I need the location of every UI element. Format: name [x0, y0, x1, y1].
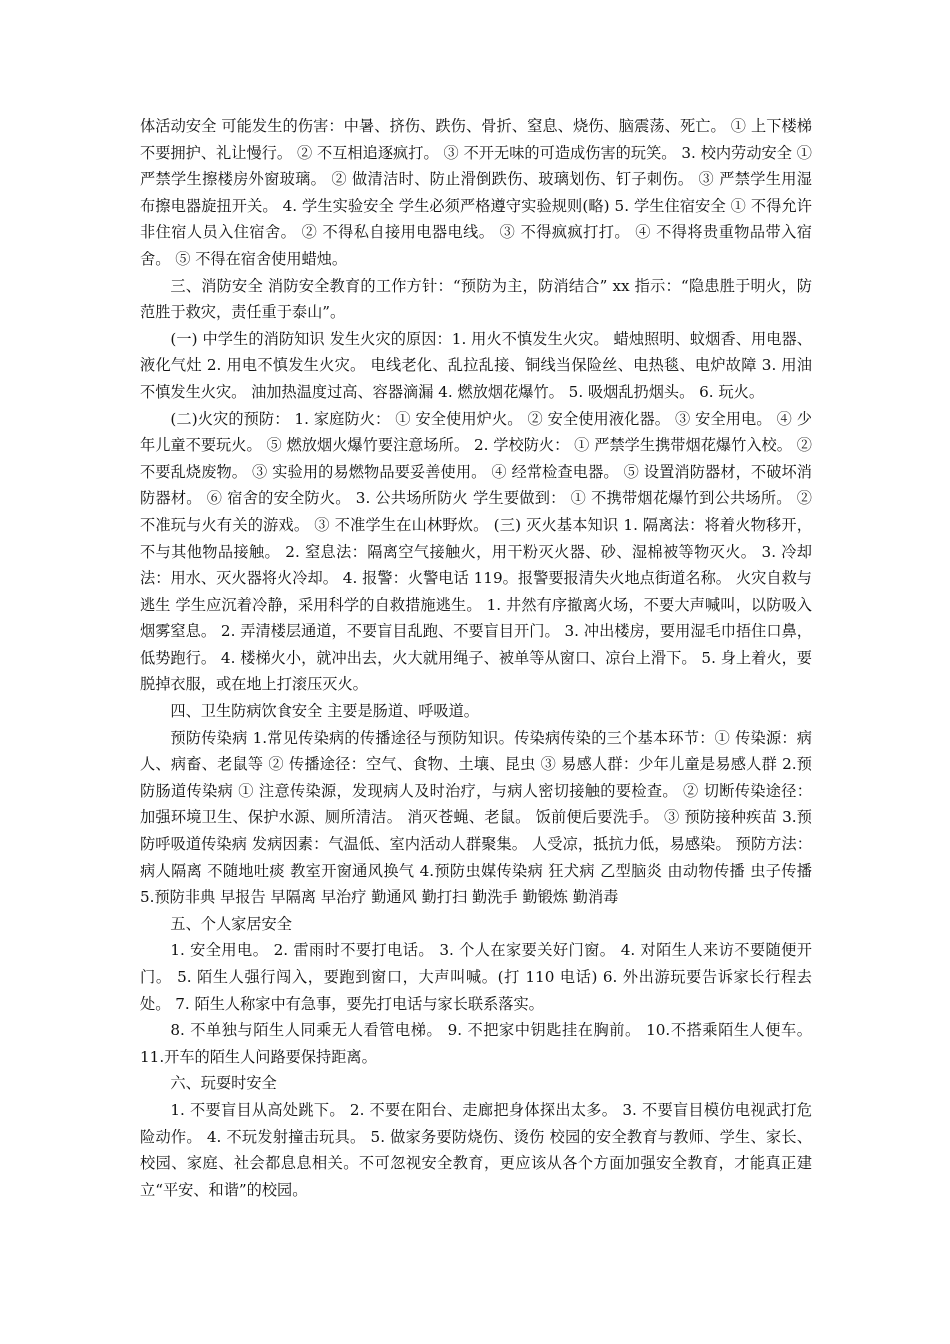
paragraph-disease-prevention: 预防传染病 1.常见传染病的传播途径与预防知识。传染病传染的三个基本环节：① 传染源：病人、病畜、老鼠等 ② 传播途径：空气、食物、土壤、昆虫 ③ 易感人群：少年儿童是易感人群 2.预防肠道传染病 ① 注意传染源，发现病人及时治疗，与病人密切接触的要检查。 ② 切断传染途径：加强环境卫生、保护水源、厕所清洁。 消灭苍蝇、老鼠。 饭前便后要洗手。 ③ 预防接种疾苗 3.预防呼吸道传染病 发病因素：气温低、室内活动人群聚集。 人受凉，抵抗力低，易感染。 预防方法： 病人隔离 不随地吐痰 教室开窗通风换气 4.预防虫媒传染病 狂犬病 乙型脑炎 由动物传播 虫子传播 5.预防非典 早报告 早隔离 早治疗 勤通风 勤打扫 勤洗手 勤锻炼 勤消毒: [140, 728, 812, 907]
heading-fire-safety: 三、消防安全 消防安全教育的工作方针：“预防为主，防消结合” xx 指示：“隐患胜于明火，防范胜于救灾，责任重于泰山”。: [140, 276, 812, 322]
paragraph-home-safety-1: 1. 安全用电。 2. 雷雨时不要打电话。 3. 个人在家要关好门窗。 4. 对陌生人来访不要随便开门。 5. 陌生人强行闯入，要跑到窗口，大声叫喊。(打 110 电话) 6. 外出游玩要告诉家长行程去处。 7. 陌生人称家中有急事，要先打电话与家长联系落实。: [140, 941, 812, 1013]
paragraph-campus-safety: 体活动安全 可能发生的伤害：中暑、挤伤、跌伤、骨折、窒息、烧伤、脑震荡、死亡。 ① 上下楼梯不要拥护、礼让慢行。 ② 不互相追逐疯打。 ③ 不开无味的可造成伤害的玩笑。 3. 校内劳动安全 ① 严禁学生擦楼房外窗玻璃。 ② 做清洁时、防止滑倒跌伤、玻璃划伤、钉子刺伤。 ③ 严禁学生用湿布擦电器旋扭开关。 4. 学生实验安全 学生必须严格遵守实验规则(略) 5. 学生住宿安全 ① 不得允许非住宿人员入住宿舍。 ② 不得私自接用电器电线。 ③ 不得疯疯打打。 ④ 不得将贵重物品带入宿舍。 ⑤ 不得在宿舍使用蜡烛。: [140, 117, 812, 268]
heading-home-safety: 五、个人家居安全: [170, 914, 292, 933]
paragraph-fire-knowledge: (一) 中学生的消防知识 发生火灾的原因：1. 用火不慎发生火灾。 蜡烛照明、蚊烟香、用电器、液化气灶 2. 用电不慎发生火灾。 电线老化、乱拉乱接、铜线当保险丝、电热毯、电炉故障 3. 用油不慎发生火灾。 油加热温度过高、容器滴漏 4. 燃放烟花爆竹。 5. 吸烟乱扔烟头。 6. 玩火。: [140, 329, 812, 401]
paragraph-fire-prevention: (二)火灾的预防： 1. 家庭防火： ① 安全使用炉火。 ② 安全使用液化器。 ③ 安全用电。 ④ 少年儿童不要玩火。 ⑤ 燃放烟火爆竹要注意场所。 2. 学校防火： ① 严禁学生携带烟花爆竹入校。 ② 不要乱烧废物。 ③ 实验用的易燃物品要妥善使用。 ④ 经常检查电器。 ⑤ 设置消防器材，不破坏消防器材。 ⑥ 宿舍的安全防火。 3. 公共场所防火 学生要做到： ① 不携带烟花爆竹到公共场所。 ② 不准玩与火有关的游戏。 ③ 不准学生在山林野炊。 (三) 灭火基本知识 1. 隔离法：将着火物移开，不与其他物品接触。 2. 窒息法：隔离空气接触火，用干粉灭火器、砂、湿棉被等物灭火。 3. 冷却法：用水、灭火器将火冷却。 4. 报警：火警电话 119。报警要报清失火地点街道名称。 火灾自救与逃生 学生应沉着冷静，采用科学的自救措施逃生。 1. 井然有序撤离火场，不要大声喊叫，以防吸入烟雾窒息。 2. 弄清楼层通道，不要盲目乱跑、不要盲目开门。 3. 冲出楼房，要用湿毛巾捂住口鼻，低势跑行。 4. 楼梯火小，就冲出去，火大就用绳子、被单等从窗口、凉台上滑下。 5. 身上着火，要脱掉衣服，或在地上打滚压灭火。: [140, 409, 812, 694]
document-page: [140, 113, 812, 1203]
paragraph-play-safety: 1. 不要盲目从高处跳下。 2. 不要在阳台、走廊把身体探出太多。 3. 不要盲目模仿电视武打危险动作。 4. 不玩发射撞击玩具。 5. 做家务要防烧伤、烫伤 校园的安全教育与教师、学生、家长、校园、家庭、社会都息息相关。不可忽视安全教育，更应该从各个方面加强安全教育，才能真正建立“平安、和谐”的校园。: [140, 1100, 812, 1199]
paragraph-home-safety-2: 8. 不单独与陌生人同乘无人看管电梯。 9. 不把家中钥匙挂在胸前。 10.不搭乘陌生人便车。 11.开车的陌生人问路要保持距离。: [140, 1021, 812, 1066]
heading-play-safety: 六、玩耍时安全: [170, 1074, 277, 1093]
heading-health-safety: 四、卫生防病饮食安全 主要是肠道、呼吸道。: [170, 702, 479, 721]
